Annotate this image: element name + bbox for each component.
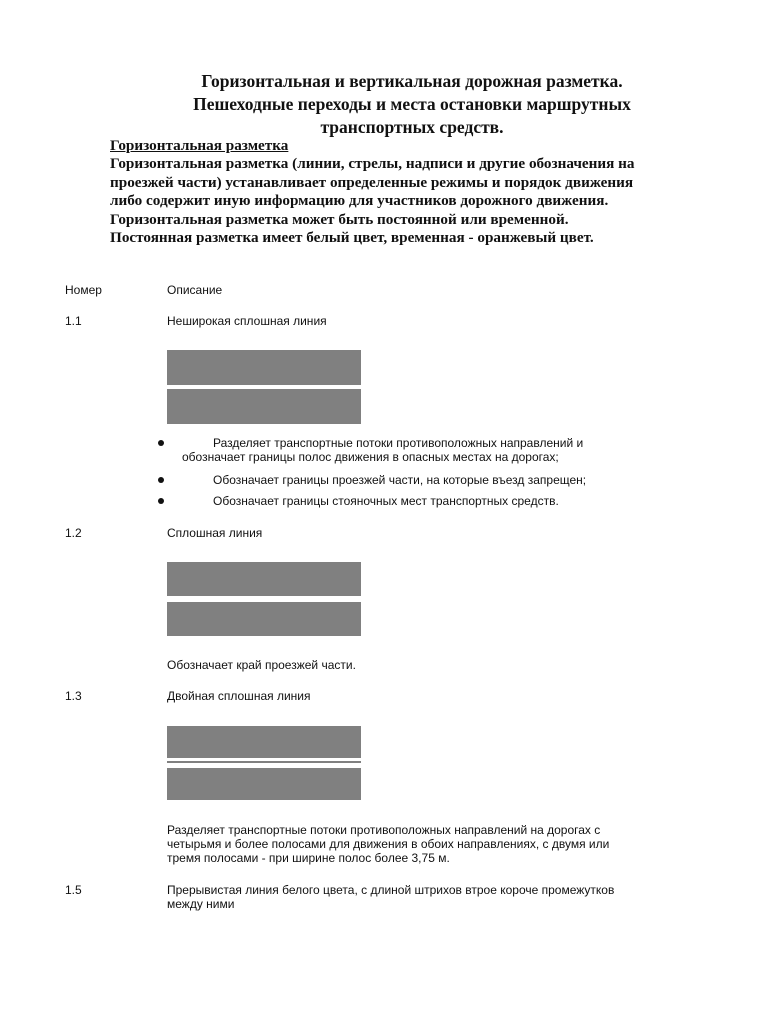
description-line: Разделяет транспортные потоки противоположных направлений на дорогах с (167, 823, 601, 837)
section-subheading: Горизонтальная разметка (110, 137, 289, 154)
list-item (0, 436, 768, 466)
title-line: транспортных средств. (320, 117, 504, 137)
list-item (0, 494, 768, 510)
item-description: Обозначает край проезжей части. (167, 658, 356, 672)
title-line: Горизонтальная и вертикальная дорожная разметка. (201, 71, 623, 91)
bullet-icon (158, 477, 164, 483)
list-item-text: Обозначает границы стояночных мест транспортных средств. (213, 494, 559, 508)
item-description (167, 823, 609, 865)
marking-band (167, 726, 361, 758)
column-header-number: Номер (65, 283, 102, 297)
intro-line: Горизонтальная разметка (линии, стрелы, надписи и другие обозначения на (110, 155, 635, 173)
marking-double-line (167, 761, 361, 763)
marking-band (167, 350, 361, 385)
item-number: 1.2 (65, 526, 82, 540)
list-item (0, 473, 768, 489)
intro-line: либо содержит иную информацию для участников дорожного движения. (110, 192, 609, 210)
intro-line: Горизонтальная разметка может быть постоянной или временной. (110, 210, 569, 228)
list-item-text: Разделяет транспортные потоки противоположных направлений и (213, 436, 584, 450)
item-name: Неширокая сплошная линия (167, 314, 327, 328)
item-name: Двойная сплошная линия (167, 689, 311, 703)
description-line: тремя полосами - при ширине полос более 3,75 м. (167, 851, 450, 865)
column-header-description: Описание (167, 283, 223, 297)
list-item-text: Обозначает границы проезжей части, на которые въезд запрещен; (213, 473, 587, 487)
intro-section (110, 137, 720, 247)
item-number: 1.3 (65, 689, 82, 703)
marking-illustration-1-3 (167, 726, 361, 800)
list-item-text-continued: обозначает границы полос движения в опасных местах на дорогах; (182, 450, 559, 464)
bullet-icon (158, 498, 164, 504)
bullet-icon (158, 440, 164, 446)
description-line: четырьмя и более полосами для движения в обоих направлениях, с двумя или (167, 837, 610, 851)
item-number: 1.5 (65, 883, 82, 897)
marking-illustration-1-2 (167, 562, 361, 636)
marking-band (167, 768, 361, 800)
marking-band (167, 562, 361, 596)
item-name-line: между ними (167, 897, 235, 911)
marking-band (167, 602, 361, 636)
marking-illustration-1-1 (167, 350, 361, 424)
item-name (167, 883, 614, 911)
intro-line: Постоянная разметка имеет белый цвет, временная - оранжевый цвет. (110, 229, 594, 247)
item-number: 1.1 (65, 314, 82, 328)
item-name: Сплошная линия (167, 526, 263, 540)
item-name-line: Прерывистая линия белого цвета, с длиной штрихов втрое короче промежутков (167, 883, 615, 897)
intro-line: проезжей части) устанавливает определенные режимы и порядок движения (110, 173, 634, 191)
document-title (110, 70, 714, 139)
title-line: Пешеходные переходы и места остановки маршрутных (193, 94, 631, 114)
marking-band (167, 389, 361, 424)
